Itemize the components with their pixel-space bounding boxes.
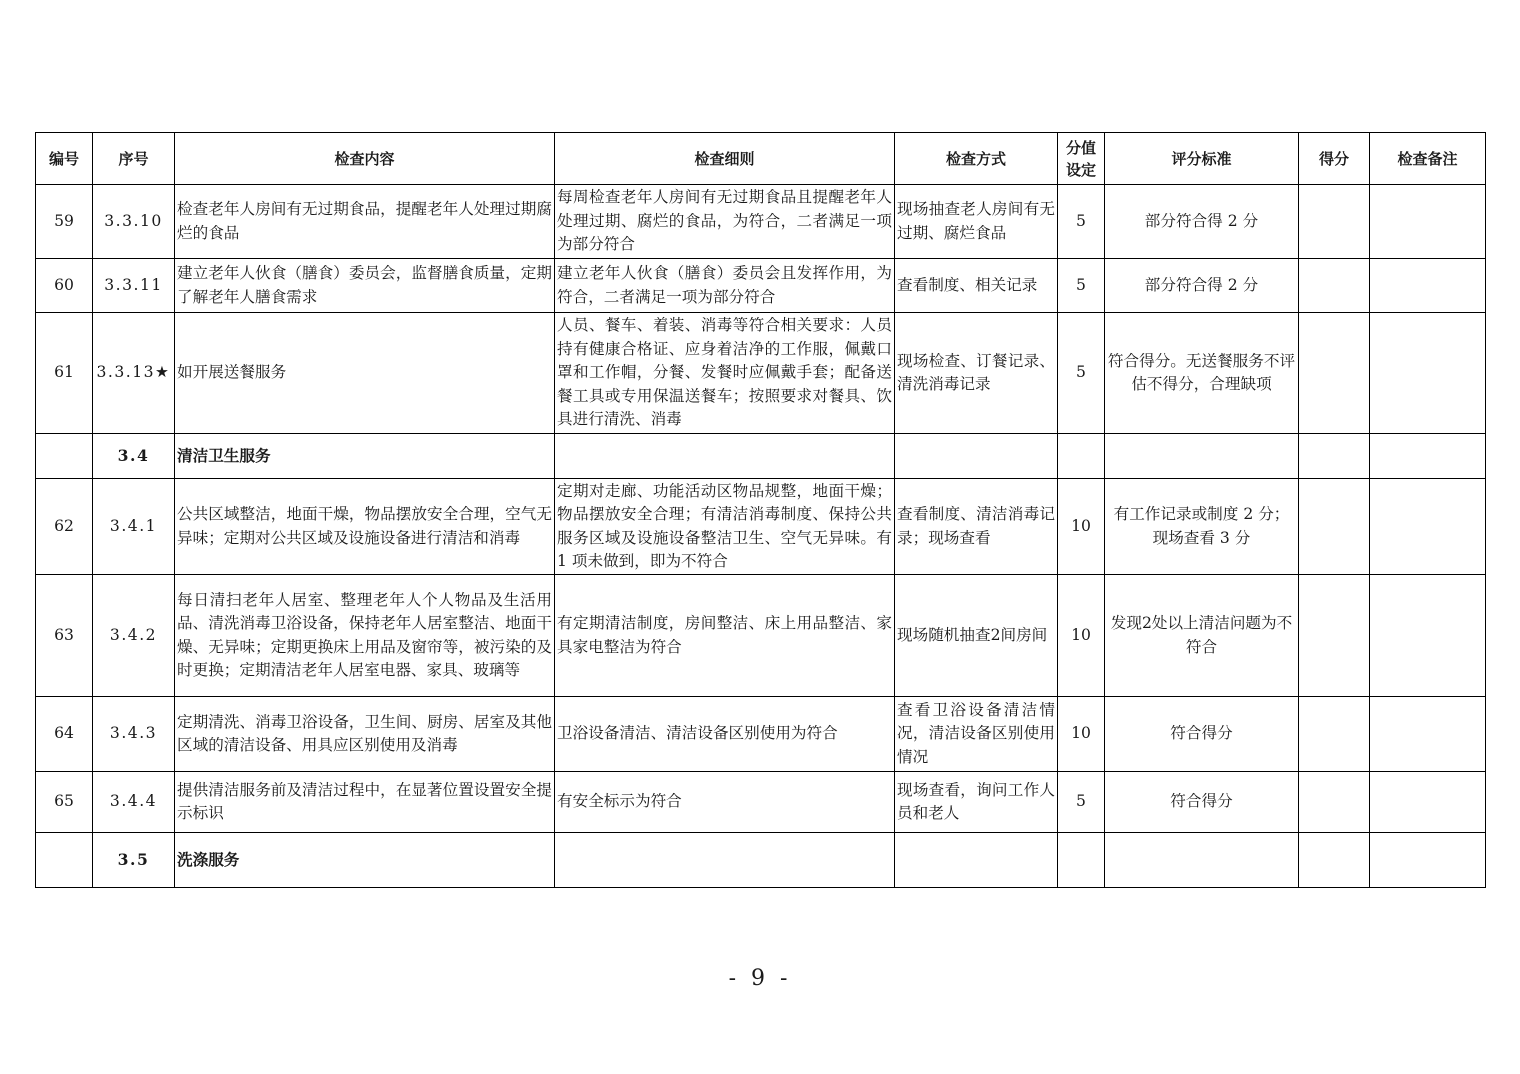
cell-detail: 定期对走廊、功能活动区物品规整，地面干燥；物品摆放安全合理；有清洁消毒制度、保持公共服务区域及设施设备整洁卫生、空气无异味。有1 项未做到，即为不符合 <box>555 479 895 575</box>
cell-detail: 人员、餐车、着装、消毒等符合相关要求：人员持有健康合格证、应身着洁净的工作服，佩戴口罩和工作帽，分餐、发餐时应佩戴手套；配备送餐工具或专用保温送餐车；按照要求对餐具、饮具进行清洗、消毒 <box>555 313 895 434</box>
cell-note <box>1370 575 1486 697</box>
cell-method: 现场抽查老人房间有无过期、腐烂食品 <box>895 185 1058 259</box>
table-row <box>36 575 1486 697</box>
cell-score: 5 <box>1058 313 1105 434</box>
section-seq: 3.4 <box>93 434 175 479</box>
cell-note <box>1370 833 1486 888</box>
section-title: 清洁卫生服务 <box>175 434 555 479</box>
header-detail: 检查细则 <box>555 133 895 185</box>
cell-score <box>1058 833 1105 888</box>
cell-seq: 3.3.11 <box>93 259 175 313</box>
cell-criteria: 部分符合得 2 分 <box>1105 185 1299 259</box>
cell-detail: 每周检查老年人房间有无过期食品且提醒老年人处理过期、腐烂的食品，为符合，二者满足一项为部分符合 <box>555 185 895 259</box>
cell-content: 建立老年人伙食（膳食）委员会，监督膳食质量，定期了解老年人膳食需求 <box>175 259 555 313</box>
cell-method: 现场检查、订餐记录、清洗消毒记录 <box>895 313 1058 434</box>
cell-note <box>1370 772 1486 833</box>
cell-got <box>1299 575 1370 697</box>
cell-got <box>1299 434 1370 479</box>
cell-content: 定期清洗、消毒卫浴设备，卫生间、厨房、居室及其他区域的清洁设备、用具应区别使用及消毒 <box>175 697 555 772</box>
cell-criteria: 符合得分 <box>1105 697 1299 772</box>
cell-got <box>1299 259 1370 313</box>
cell-score <box>1058 434 1105 479</box>
cell-criteria: 有工作记录或制度 2 分；现场查看 3 分 <box>1105 479 1299 575</box>
cell-score: 5 <box>1058 185 1105 259</box>
cell-got <box>1299 313 1370 434</box>
cell-seq: 3.4.1 <box>93 479 175 575</box>
section-seq: 3.5 <box>93 833 175 888</box>
header-note: 检查备注 <box>1370 133 1486 185</box>
table-row <box>36 185 1486 259</box>
header-no: 编号 <box>36 133 93 185</box>
cell-method: 现场查看，询问工作人员和老人 <box>895 772 1058 833</box>
cell-no: 62 <box>36 479 93 575</box>
page-number: - 9 - <box>728 966 792 991</box>
cell-got <box>1299 479 1370 575</box>
cell-note <box>1370 479 1486 575</box>
cell-score: 10 <box>1058 575 1105 697</box>
section-row <box>36 833 1486 888</box>
cell-no: 60 <box>36 259 93 313</box>
cell-got <box>1299 697 1370 772</box>
table-row <box>36 772 1486 833</box>
cell-criteria <box>1105 833 1299 888</box>
cell-method: 现场随机抽查2间房间 <box>895 575 1058 697</box>
table-row <box>36 313 1486 434</box>
cell-method: 查看制度、清洁消毒记录；现场查看 <box>895 479 1058 575</box>
header-criteria: 评分标准 <box>1105 133 1299 185</box>
header-row <box>36 133 1486 185</box>
cell-method: 查看制度、相关记录 <box>895 259 1058 313</box>
cell-got <box>1299 833 1370 888</box>
cell-detail <box>555 434 895 479</box>
cell-method <box>895 434 1058 479</box>
header-content: 检查内容 <box>175 133 555 185</box>
cell-detail: 卫浴设备清洁、清洁设备区别使用为符合 <box>555 697 895 772</box>
cell-no <box>36 434 93 479</box>
cell-note <box>1370 313 1486 434</box>
table-row <box>36 697 1486 772</box>
cell-method: 查看卫浴设备清洁情况，清洁设备区别使用情况 <box>895 697 1058 772</box>
cell-criteria: 符合得分 <box>1105 772 1299 833</box>
header-score: 分值设定 <box>1058 133 1105 185</box>
cell-detail: 建立老年人伙食（膳食）委员会且发挥作用，为符合，二者满足一项为部分符合 <box>555 259 895 313</box>
cell-no <box>36 833 93 888</box>
cell-criteria: 部分符合得 2 分 <box>1105 259 1299 313</box>
inspection-table <box>35 132 1486 888</box>
cell-method <box>895 833 1058 888</box>
cell-no: 65 <box>36 772 93 833</box>
cell-content: 提供清洁服务前及清洁过程中，在显著位置设置安全提示标识 <box>175 772 555 833</box>
cell-no: 63 <box>36 575 93 697</box>
cell-content: 公共区域整洁，地面干燥，物品摆放安全合理，空气无异味；定期对公共区域及设施设备进行清洁和消毒 <box>175 479 555 575</box>
table-row <box>36 479 1486 575</box>
cell-note <box>1370 434 1486 479</box>
cell-seq: 3.4.4 <box>93 772 175 833</box>
cell-content: 每日清扫老年人居室、整理老年人个人物品及生活用品、清洗消毒卫浴设备，保持老年人居室整洁、地面干燥、无异味；定期更换床上用品及窗帘等，被污染的及时更换；定期清洁老年人居室电器、家具、玻璃等 <box>175 575 555 697</box>
header-method: 检查方式 <box>895 133 1058 185</box>
cell-content: 如开展送餐服务 <box>175 313 555 434</box>
section-row <box>36 434 1486 479</box>
cell-seq: 3.3.10 <box>93 185 175 259</box>
cell-criteria: 符合得分。无送餐服务不评估不得分，合理缺项 <box>1105 313 1299 434</box>
cell-detail: 有定期清洁制度，房间整洁、床上用品整洁、家具家电整洁为符合 <box>555 575 895 697</box>
cell-score: 5 <box>1058 772 1105 833</box>
table-row <box>36 259 1486 313</box>
cell-score: 10 <box>1058 697 1105 772</box>
header-seq: 序号 <box>93 133 175 185</box>
cell-detail: 有安全标示为符合 <box>555 772 895 833</box>
cell-criteria: 发现2处以上清洁问题为不符合 <box>1105 575 1299 697</box>
cell-no: 59 <box>36 185 93 259</box>
cell-got <box>1299 185 1370 259</box>
cell-got <box>1299 772 1370 833</box>
cell-seq: 3.3.13★ <box>93 313 175 434</box>
cell-no: 64 <box>36 697 93 772</box>
header-got: 得分 <box>1299 133 1370 185</box>
cell-detail <box>555 833 895 888</box>
cell-score: 10 <box>1058 479 1105 575</box>
cell-seq: 3.4.3 <box>93 697 175 772</box>
section-title: 洗涤服务 <box>175 833 555 888</box>
cell-note <box>1370 259 1486 313</box>
cell-seq: 3.4.2 <box>93 575 175 697</box>
cell-score: 5 <box>1058 259 1105 313</box>
cell-note <box>1370 697 1486 772</box>
cell-no: 61 <box>36 313 93 434</box>
cell-note <box>1370 185 1486 259</box>
cell-content: 检查老年人房间有无过期食品，提醒老年人处理过期腐烂的食品 <box>175 185 555 259</box>
cell-criteria <box>1105 434 1299 479</box>
